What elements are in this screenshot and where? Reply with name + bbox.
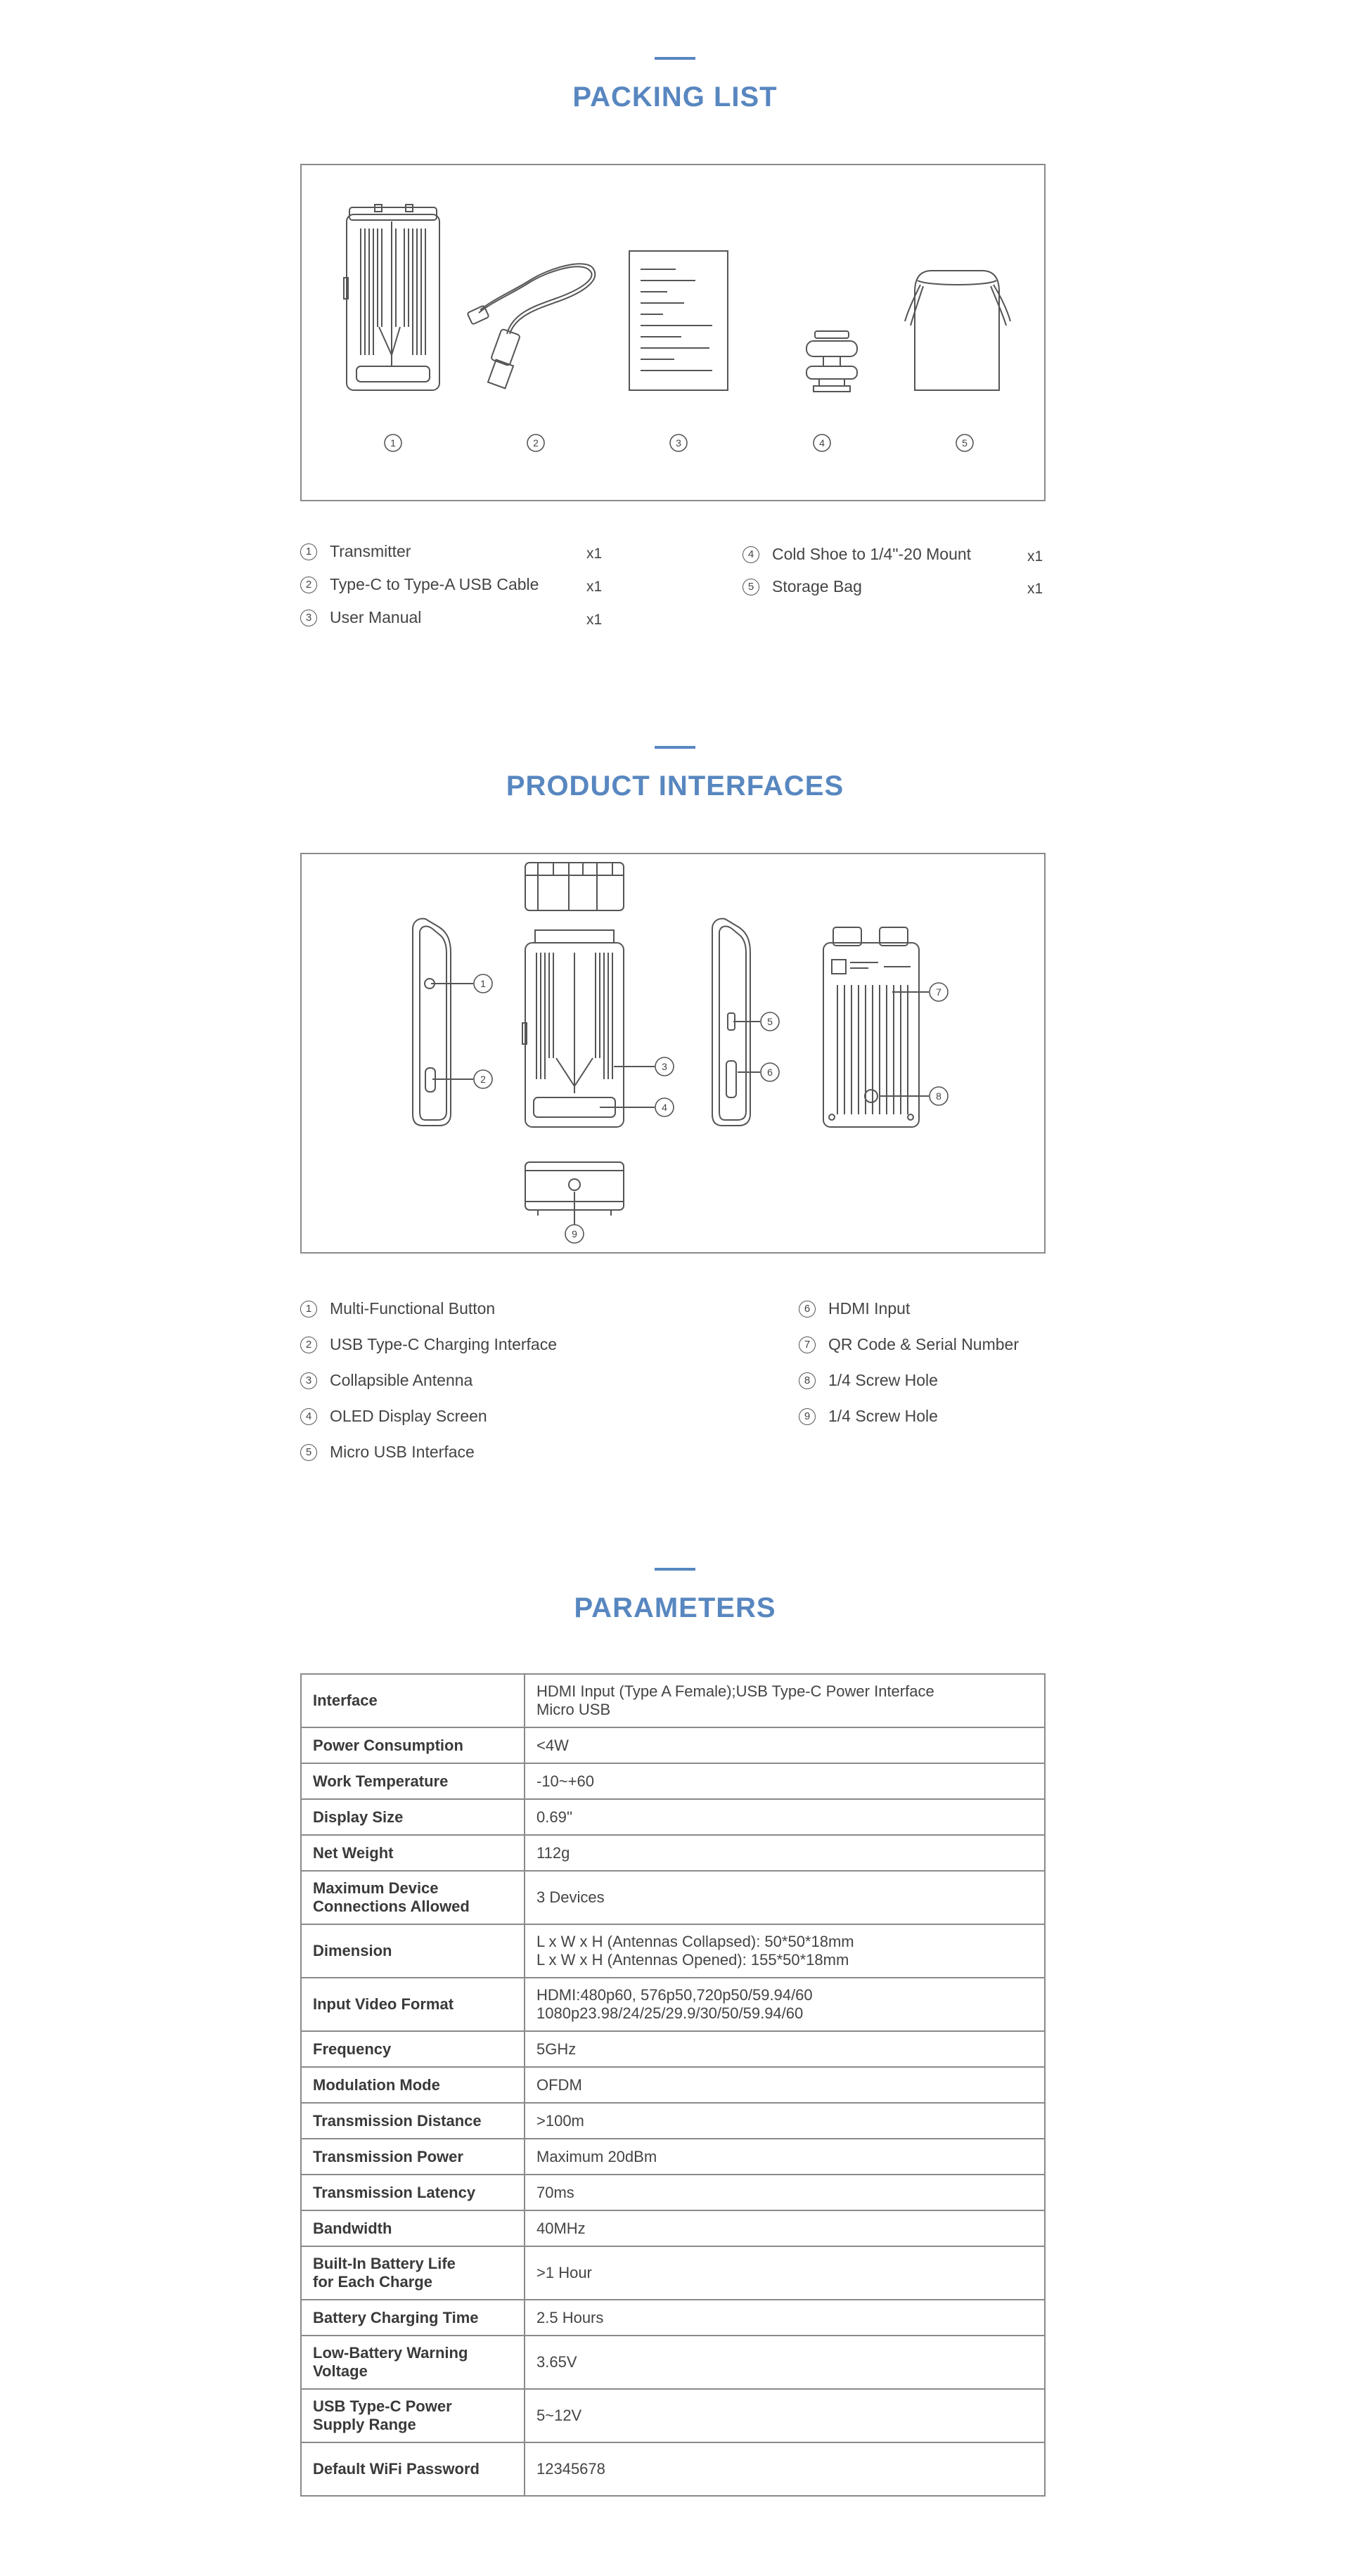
- param-value: 5GHz: [525, 2031, 1045, 2067]
- section-accent-bar: [655, 746, 695, 749]
- figure-number-2: [527, 434, 544, 451]
- user-manual-drawing: [629, 251, 728, 390]
- table-row: [301, 2442, 1045, 2496]
- item-number-badge: 4: [300, 1408, 317, 1425]
- table-row: [301, 1871, 1045, 1924]
- callout-8: [930, 1087, 948, 1105]
- interface-item: [300, 1443, 475, 1462]
- interface-item-label: 1/4 Screw Hole: [828, 1407, 938, 1425]
- packing-item-label: Type-C to Type-A USB Cable: [330, 575, 539, 593]
- param-value: 2.5 Hours: [525, 2300, 1045, 2336]
- top-view-drawing: [525, 863, 624, 910]
- param-value: OFDM: [525, 2067, 1045, 2103]
- item-number-badge: 2: [300, 577, 317, 593]
- item-number-badge: 3: [300, 610, 317, 626]
- interface-item: [300, 1371, 472, 1390]
- table-row: [301, 2336, 1045, 2389]
- figure-number-3: [670, 434, 687, 451]
- table-row: [301, 2139, 1045, 2175]
- table-row: [301, 1835, 1045, 1871]
- svg-text:3: 3: [676, 437, 681, 449]
- product-interfaces-title: PRODUCT INTERFACES: [506, 771, 844, 801]
- callout-6: [761, 1063, 779, 1081]
- svg-text:4: 4: [819, 437, 825, 449]
- section-accent-bar: [655, 57, 695, 60]
- item-number-badge: 6: [799, 1301, 816, 1318]
- callout-1: [474, 974, 492, 993]
- front-view-drawing: [522, 930, 624, 1127]
- param-name: Default WiFi Password: [301, 2442, 525, 2496]
- table-row: [301, 2103, 1045, 2139]
- item-number-badge: 5: [300, 1444, 317, 1461]
- interface-item: [799, 1299, 910, 1318]
- param-name: USB Type-C Power Supply Range: [301, 2389, 525, 2442]
- callout-4: [655, 1098, 674, 1116]
- packing-item: [300, 575, 539, 594]
- param-name: Transmission Power: [301, 2139, 525, 2175]
- param-value: 3.65V: [525, 2336, 1045, 2389]
- interface-item-label: USB Type-C Charging Interface: [330, 1335, 558, 1353]
- packing-item-qty: x1: [586, 579, 603, 595]
- param-value: >100m: [525, 2103, 1045, 2139]
- interface-item-label: Collapsible Antenna: [330, 1371, 473, 1389]
- usb-cable-drawing: [467, 264, 595, 388]
- svg-text:8: 8: [936, 1090, 941, 1102]
- callout-5: [761, 1012, 779, 1031]
- packing-item: [742, 577, 862, 596]
- interface-item-label: QR Code & Serial Number: [828, 1335, 1019, 1353]
- packing-list-figure: [300, 164, 1046, 501]
- param-value: 12345678: [525, 2442, 1045, 2496]
- param-name: Frequency: [301, 2031, 525, 2067]
- callout-3: [655, 1057, 674, 1076]
- item-number-badge: 1: [300, 543, 317, 560]
- item-number-badge: 5: [742, 579, 759, 595]
- item-number-badge: 1: [300, 1301, 317, 1318]
- svg-text:9: 9: [572, 1228, 577, 1239]
- packing-figure-numbers: [385, 434, 973, 451]
- table-row: [301, 2031, 1045, 2067]
- packing-item-qty: x1: [1027, 548, 1043, 565]
- svg-text:1: 1: [390, 437, 396, 449]
- table-row: [301, 1924, 1045, 1978]
- interfaces-illustration: [302, 854, 1044, 1252]
- figure-number-5: [956, 434, 973, 451]
- packing-item: [300, 608, 421, 627]
- table-row: [301, 2389, 1045, 2442]
- svg-text:6: 6: [767, 1067, 773, 1078]
- svg-text:2: 2: [480, 1074, 486, 1085]
- packing-item-label: User Manual: [330, 608, 422, 626]
- callout-7: [930, 983, 948, 1001]
- table-row: [301, 1727, 1045, 1763]
- table-row: [301, 1674, 1045, 1727]
- param-value: <4W: [525, 1727, 1045, 1763]
- param-name: Transmission Distance: [301, 2103, 525, 2139]
- param-name: Work Temperature: [301, 1763, 525, 1799]
- svg-text:7: 7: [936, 986, 941, 998]
- interface-item-label: OLED Display Screen: [330, 1407, 487, 1425]
- param-name: Built-In Battery Life for Each Charge: [301, 2246, 525, 2300]
- param-name: Low-Battery Warning Voltage: [301, 2336, 525, 2389]
- callout-9: [565, 1225, 584, 1243]
- item-number-badge: 8: [799, 1372, 816, 1389]
- param-name: Display Size: [301, 1799, 525, 1835]
- item-number-badge: 2: [300, 1337, 317, 1353]
- interface-item: [300, 1407, 487, 1426]
- product-interfaces-figure: [300, 853, 1046, 1254]
- param-name: Modulation Mode: [301, 2067, 525, 2103]
- packing-item: [742, 545, 971, 564]
- param-name: Dimension: [301, 1924, 525, 1978]
- param-value: >1 Hour: [525, 2246, 1045, 2300]
- interface-item: [799, 1371, 938, 1390]
- item-number-badge: 3: [300, 1372, 317, 1389]
- back-view-drawing: [823, 927, 919, 1127]
- parameters-table: [300, 1673, 1046, 2497]
- item-number-badge: 7: [799, 1337, 816, 1353]
- param-name: Net Weight: [301, 1835, 525, 1871]
- packing-item-label: Transmitter: [330, 542, 411, 560]
- table-row: [301, 2210, 1045, 2246]
- param-value: Maximum 20dBm: [525, 2139, 1045, 2175]
- table-row: [301, 2175, 1045, 2210]
- table-row: [301, 1978, 1045, 2031]
- interface-item-label: 1/4 Screw Hole: [828, 1371, 938, 1389]
- item-number-badge: 9: [799, 1408, 816, 1425]
- cold-shoe-mount-drawing: [806, 331, 857, 392]
- item-number-badge: 4: [742, 546, 759, 563]
- param-name: Transmission Latency: [301, 2175, 525, 2210]
- table-row: [301, 2246, 1045, 2300]
- param-value: 5~12V: [525, 2389, 1045, 2442]
- table-row: [301, 1763, 1045, 1799]
- param-name: Power Consumption: [301, 1727, 525, 1763]
- param-name: Input Video Format: [301, 1978, 525, 2031]
- param-value: 0.69'': [525, 1799, 1045, 1835]
- figure-number-4: [814, 434, 830, 451]
- interface-item: [799, 1407, 938, 1426]
- svg-text:2: 2: [533, 437, 539, 449]
- svg-text:5: 5: [962, 437, 968, 449]
- svg-text:5: 5: [767, 1016, 773, 1027]
- section-accent-bar: [655, 1568, 695, 1571]
- packing-item-qty: x1: [586, 546, 603, 562]
- param-value: HDMI Input (Type A Female);USB Type-C Power Interface Micro USB: [525, 1674, 1045, 1727]
- svg-text:3: 3: [662, 1061, 667, 1072]
- svg-text:4: 4: [662, 1102, 667, 1113]
- param-name: Interface: [301, 1674, 525, 1727]
- param-value: 3 Devices: [525, 1871, 1045, 1924]
- table-row: [301, 1799, 1045, 1835]
- svg-text:1: 1: [480, 978, 486, 989]
- param-name: Battery Charging Time: [301, 2300, 525, 2336]
- param-value: -10~+60: [525, 1763, 1045, 1799]
- packing-item-label: Storage Bag: [772, 577, 862, 595]
- packing-list-title: PACKING LIST: [572, 82, 778, 112]
- packing-list-illustration: [302, 165, 1044, 500]
- figure-number-1: [385, 434, 401, 451]
- table-row: [301, 2067, 1045, 2103]
- packing-item: [300, 542, 411, 561]
- param-value: 40MHz: [525, 2210, 1045, 2246]
- interface-item-label: Multi-Functional Button: [330, 1299, 496, 1318]
- callout-2: [474, 1070, 492, 1088]
- packing-item-qty: x1: [1027, 581, 1043, 597]
- param-value: HDMI:480p60, 576p50,720p50/59.94/60 1080p23.98/24/25/29.9/30/50/59.94/60: [525, 1978, 1045, 2031]
- interface-item: [300, 1299, 495, 1318]
- parameters-title: PARAMETERS: [574, 1592, 776, 1623]
- interface-item-label: Micro USB Interface: [330, 1443, 475, 1461]
- interface-item: [300, 1335, 557, 1354]
- table-row: [301, 2300, 1045, 2336]
- interface-item-label: HDMI Input: [828, 1299, 911, 1318]
- param-value: L x W x H (Antennas Collapsed): 50*50*18mm L x W x H (Antennas Opened): 155*50*18mm: [525, 1924, 1045, 1978]
- param-name: Maximum Device Connections Allowed: [301, 1871, 525, 1924]
- param-name: Bandwidth: [301, 2210, 525, 2246]
- interface-item: [799, 1335, 1019, 1354]
- param-value: 70ms: [525, 2175, 1045, 2210]
- packing-item-label: Cold Shoe to 1/4"-20 Mount: [772, 545, 972, 563]
- storage-bag-drawing: [905, 271, 1010, 390]
- side-view-left-drawing: [413, 919, 451, 1126]
- param-value: 112g: [525, 1835, 1045, 1871]
- packing-item-qty: x1: [586, 612, 603, 628]
- transmitter-drawing: [344, 205, 439, 390]
